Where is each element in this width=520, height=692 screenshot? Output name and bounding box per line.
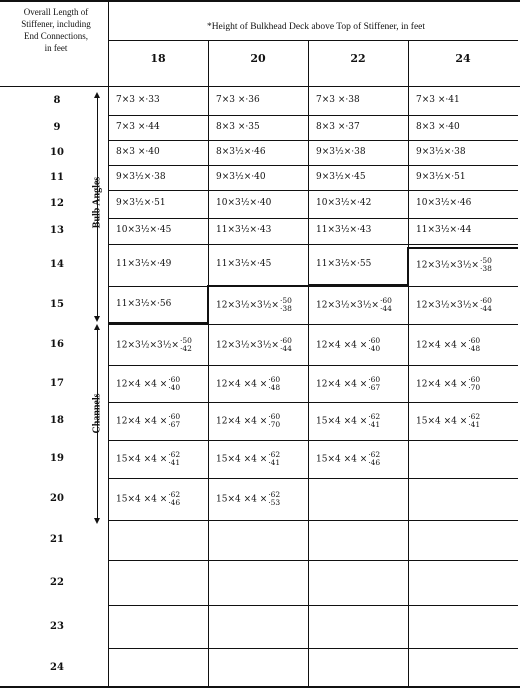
table-cell xyxy=(216,198,271,209)
cell-fraction xyxy=(380,297,392,313)
cell-fraction xyxy=(368,337,380,353)
row-label: 16 xyxy=(50,338,64,350)
cell-size: 9×3½×·51 xyxy=(116,198,166,208)
table-cell xyxy=(316,225,371,236)
cell-size: 7×3 ×·33 xyxy=(116,94,160,105)
cell-fraction-bottom: ·44 xyxy=(279,343,292,353)
cell-fraction xyxy=(368,376,380,392)
cell-fraction-bottom: ·53 xyxy=(268,498,281,507)
table-cell xyxy=(116,299,171,310)
cell-size: 9×3½×·40 xyxy=(216,171,266,182)
row-header-line: in feet xyxy=(44,43,68,53)
cell-fraction-top: ·60 xyxy=(168,374,181,384)
column-header: 20 xyxy=(250,52,266,65)
row-rule xyxy=(108,440,518,441)
section-rule xyxy=(308,284,408,286)
cell-fraction xyxy=(268,413,280,429)
table-cell xyxy=(116,451,180,467)
cell-fraction xyxy=(180,337,192,353)
top-rule xyxy=(0,0,520,2)
table-cell xyxy=(416,376,480,392)
cell-size: 8×3 ×·40 xyxy=(416,121,460,132)
cell-size: 12×3½×3½× xyxy=(216,300,279,311)
cell-size: 12×4 ×4 × xyxy=(216,416,268,427)
table-cell xyxy=(216,225,271,236)
table-cell xyxy=(316,259,371,270)
column-rule xyxy=(408,40,409,686)
cell-fraction-bottom: ·48 xyxy=(468,343,481,353)
cell-size: 12×4 ×4 × xyxy=(416,340,468,350)
channels-arrow-head xyxy=(94,518,100,524)
column-rule xyxy=(108,0,109,686)
cell-size: 11×3½×·55 xyxy=(316,259,372,269)
table-cell xyxy=(316,413,380,429)
row-label: 9 xyxy=(53,121,61,133)
table-cell xyxy=(416,198,471,209)
table-cell xyxy=(216,491,280,507)
cell-size: 12×4 ×4 × xyxy=(216,379,268,389)
header-rule xyxy=(108,40,518,41)
cell-fraction xyxy=(168,491,180,507)
table-cell xyxy=(316,95,360,106)
cell-fraction xyxy=(468,376,480,392)
cell-fraction-bottom: ·41 xyxy=(268,458,281,467)
table-cell xyxy=(316,122,360,133)
row-rule xyxy=(108,286,518,287)
cell-fraction xyxy=(168,451,180,467)
row-rule xyxy=(108,520,518,521)
cell-fraction-bottom: ·48 xyxy=(268,382,281,392)
cell-fraction xyxy=(168,413,180,429)
cell-size: 11×3½×·44 xyxy=(416,225,472,235)
row-rule xyxy=(108,115,518,116)
row-label: 10 xyxy=(50,146,64,158)
cell-size: 9×3½×·51 xyxy=(416,171,466,182)
cell-size: 10×3½×·46 xyxy=(416,198,472,208)
table-cell xyxy=(416,413,480,429)
row-header-label xyxy=(4,6,108,54)
cell-size: 10×3½×·45 xyxy=(116,225,172,235)
column-header: 18 xyxy=(150,52,166,65)
cell-fraction-bottom: ·46 xyxy=(368,458,381,467)
cell-size: 15×4 ×4 × xyxy=(216,454,268,465)
cell-size: 15×4 ×4 × xyxy=(316,454,368,465)
cell-size: 12×4 ×4 × xyxy=(316,340,368,350)
cell-fraction xyxy=(368,451,380,467)
cell-size: 11×3½×·56 xyxy=(116,299,172,309)
row-rule xyxy=(108,218,518,219)
cell-fraction-top: ·62 xyxy=(168,490,181,499)
cell-size: 9×3½×·45 xyxy=(316,171,366,182)
row-rule xyxy=(108,478,518,479)
table-cell xyxy=(416,297,492,313)
column-header: 24 xyxy=(455,52,471,65)
section-rule xyxy=(407,247,409,286)
cell-fraction-bottom: ·40 xyxy=(368,343,381,353)
channels-label: Channels xyxy=(91,393,103,434)
row-rule xyxy=(108,365,518,366)
cell-fraction xyxy=(280,297,292,313)
cell-size: 9×3½×·38 xyxy=(316,146,366,157)
row-label: 14 xyxy=(50,259,64,270)
cell-fraction-bottom: ·42 xyxy=(179,343,192,353)
cell-size: 15×4 ×4 × xyxy=(116,454,168,465)
table-cell xyxy=(416,172,466,183)
row-label: 12 xyxy=(50,198,64,209)
cell-fraction-bottom: ·67 xyxy=(368,382,381,392)
cell-fraction xyxy=(480,297,492,313)
cell-fraction-top: ·60 xyxy=(268,374,281,384)
cell-size: 10×3½×·42 xyxy=(316,198,372,208)
cell-fraction-top: ·60 xyxy=(379,296,392,305)
cell-size: 9×3½×·38 xyxy=(116,171,166,182)
table-cell xyxy=(416,122,460,133)
row-rule xyxy=(108,605,518,606)
cell-fraction-bottom: ·41 xyxy=(368,420,381,429)
table-cell xyxy=(116,413,180,429)
cell-size: 12×4 ×4 × xyxy=(116,379,168,389)
table-cell xyxy=(416,257,492,273)
cell-fraction-top: ·60 xyxy=(279,335,292,345)
section-rule xyxy=(208,285,308,287)
cell-fraction-bottom: ·38 xyxy=(279,304,292,313)
row-label: 18 xyxy=(50,415,64,426)
cell-fraction xyxy=(268,491,280,507)
table-cell xyxy=(216,376,280,392)
cell-fraction-top: ·50 xyxy=(179,335,192,345)
cell-fraction xyxy=(168,376,180,392)
table-cell xyxy=(416,225,471,236)
bulb-angles-arrow-head xyxy=(94,316,100,322)
table-cell xyxy=(116,198,166,209)
table-cell xyxy=(216,172,266,183)
cell-fraction xyxy=(280,337,292,353)
cell-size: 8×3 ×·37 xyxy=(316,121,360,132)
table-cell xyxy=(416,95,460,106)
row-header-line: Stiffener, including xyxy=(21,19,91,29)
table-cell xyxy=(116,95,160,106)
cell-fraction xyxy=(268,451,280,467)
cell-fraction xyxy=(480,257,492,273)
cell-fraction-bottom: ·44 xyxy=(479,304,492,313)
row-label: 21 xyxy=(50,534,64,545)
table-cell xyxy=(216,297,292,313)
cell-fraction-top: ·60 xyxy=(468,374,481,384)
column-rule xyxy=(208,40,209,686)
cell-fraction-bottom: ·41 xyxy=(168,458,181,467)
section-rule xyxy=(207,285,209,323)
cell-size: 12×4 ×4 × xyxy=(416,379,468,389)
cell-size: 8×3 ×·35 xyxy=(216,121,260,132)
table-cell xyxy=(416,147,466,158)
row-rule xyxy=(108,402,518,403)
table-cell xyxy=(116,147,160,158)
cell-fraction xyxy=(268,376,280,392)
cell-size: 10×3½×·40 xyxy=(216,198,272,208)
cell-size: 12×3½×3½× xyxy=(416,260,479,271)
cell-size: 15×4 ×4 × xyxy=(316,416,368,427)
table-cell xyxy=(116,172,166,183)
cell-size: 7×3 ×·41 xyxy=(416,94,460,105)
cell-fraction-top: ·62 xyxy=(168,450,181,459)
cell-size: 15×4 ×4 × xyxy=(116,494,168,505)
row-rule xyxy=(108,244,518,245)
cell-size: 12×3½×3½× xyxy=(316,300,379,311)
table-cell xyxy=(216,413,280,429)
cell-fraction-bottom: ·67 xyxy=(168,420,181,429)
cell-fraction-top: ·50 xyxy=(279,296,292,305)
cell-size: 7×3 ×·44 xyxy=(116,121,160,132)
cell-size: 7×3 ×·38 xyxy=(316,94,360,105)
row-rule xyxy=(108,165,518,166)
table-cell xyxy=(116,259,171,270)
cell-fraction-bottom: ·40 xyxy=(168,382,181,392)
table-cell xyxy=(216,95,260,106)
column-header: 22 xyxy=(350,52,366,65)
row-label: 11 xyxy=(50,171,64,183)
cell-size: 9×3½×·38 xyxy=(416,146,466,157)
table-cell xyxy=(316,451,380,467)
table-cell xyxy=(316,376,380,392)
cell-fraction-top: ·50 xyxy=(479,256,492,265)
cell-size: 11×3½×·49 xyxy=(116,259,172,269)
row-header-line: Overall Length of xyxy=(23,7,89,17)
table-cell xyxy=(216,451,280,467)
row-rule xyxy=(108,190,518,191)
section-rule xyxy=(108,322,208,324)
table-cell xyxy=(116,491,180,507)
cell-fraction-bottom: ·46 xyxy=(168,498,181,507)
row-label: 20 xyxy=(50,493,64,504)
table-cell xyxy=(116,376,180,392)
table-cell xyxy=(216,337,292,353)
cell-size: 11×3½×·45 xyxy=(216,259,272,269)
row-rule xyxy=(108,560,518,561)
table-cell xyxy=(316,198,371,209)
cell-fraction xyxy=(468,413,480,429)
row-label: 13 xyxy=(50,225,64,236)
cell-size: 12×3½×3½× xyxy=(116,340,179,350)
table-cell xyxy=(316,147,366,158)
cell-size: 12×4 ×4 × xyxy=(316,379,368,389)
table-cell xyxy=(216,122,260,133)
cell-size: 11×3½×·43 xyxy=(216,225,272,235)
cell-fraction-top: ·60 xyxy=(168,412,181,421)
table-cell xyxy=(316,172,366,183)
row-label: 19 xyxy=(50,453,64,464)
row-rule xyxy=(108,140,518,141)
cell-fraction-top: ·60 xyxy=(479,296,492,305)
cell-size: 12×3½×3½× xyxy=(416,300,479,311)
cell-size: 12×4 ×4 × xyxy=(116,416,168,427)
cell-size: 15×4 ×4 × xyxy=(216,494,268,505)
cell-fraction-top: ·62 xyxy=(468,412,481,421)
cell-size: 11×3½×·43 xyxy=(316,225,372,235)
table-cell xyxy=(216,259,271,270)
section-rule xyxy=(408,247,518,249)
cell-fraction-bottom: ·41 xyxy=(468,420,481,429)
cell-fraction-bottom: ·70 xyxy=(268,420,281,429)
row-label: 22 xyxy=(50,576,64,588)
bottom-rule xyxy=(0,686,520,688)
cell-size: 8×3 ×·40 xyxy=(116,146,160,157)
table-cell xyxy=(216,147,266,158)
cell-fraction-bottom: ·70 xyxy=(468,382,481,392)
row-label: 24 xyxy=(50,662,64,673)
cell-fraction xyxy=(468,337,480,353)
row-label: 23 xyxy=(50,620,64,632)
bulb-angles-arrow-head xyxy=(94,92,100,98)
row-label: 8 xyxy=(53,94,61,106)
cell-size: 8×3½×·46 xyxy=(216,146,266,157)
channels-arrow-head xyxy=(94,324,100,330)
cell-fraction-bottom: ·38 xyxy=(479,264,492,273)
row-label: 15 xyxy=(50,299,64,310)
cell-fraction-top: ·60 xyxy=(368,374,381,384)
table-cell xyxy=(416,337,480,353)
table-cell xyxy=(316,297,392,313)
row-rule xyxy=(108,648,518,649)
row-header-line: End Connections, xyxy=(24,31,88,41)
cell-fraction-top: ·60 xyxy=(468,335,481,345)
cell-size: 7×3 ×·36 xyxy=(216,94,260,105)
cell-fraction-top: ·60 xyxy=(268,412,281,421)
table-cell xyxy=(316,337,380,353)
row-rule xyxy=(108,324,518,325)
table-cell xyxy=(116,225,171,236)
cell-fraction-bottom: ·44 xyxy=(379,304,392,313)
table-cell xyxy=(116,122,160,133)
row-label: 17 xyxy=(50,377,64,389)
cell-fraction xyxy=(368,413,380,429)
header-bottom-rule xyxy=(0,86,520,87)
cell-fraction-top: ·62 xyxy=(268,450,281,459)
cell-fraction-top: ·62 xyxy=(268,490,281,499)
column-group-title: *Height of Bulkhead Deck above Top of Stiffener, in feet xyxy=(206,22,426,32)
cell-fraction-top: ·60 xyxy=(368,335,381,345)
column-rule xyxy=(308,40,309,686)
cell-size: 12×3½×3½× xyxy=(216,340,279,350)
cell-fraction-top: ·62 xyxy=(368,450,381,459)
cell-fraction-top: ·62 xyxy=(368,412,381,421)
table-cell xyxy=(116,337,192,353)
cell-size: 15×4 ×4 × xyxy=(416,416,468,427)
bulb-angles-label: Bulb Angles xyxy=(91,176,103,229)
